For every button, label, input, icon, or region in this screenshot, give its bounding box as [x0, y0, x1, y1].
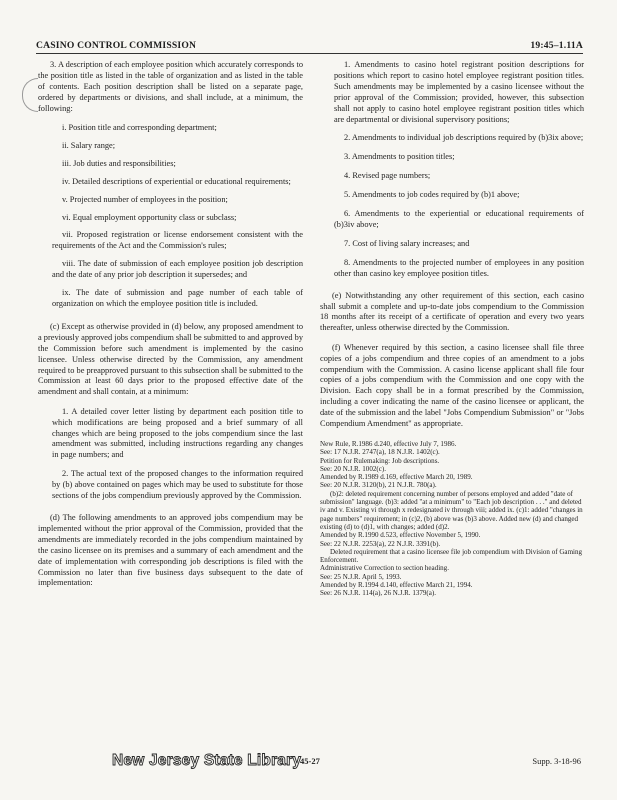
history-line: Amended by R.1989 d.169, effective March 20, 1989. [320, 473, 473, 482]
paragraph-c1: 1. A detailed cover letter listing by department each position title to which modifications are being proposed and a brief summary of all changes which are being proposed to the jobs compendium since the last amendment was submitted, including instructions regarding any changes in page numbers; and [52, 406, 303, 460]
list-item: iv. Detailed descriptions of experiential or educational requirements; [62, 176, 291, 186]
history-line: Amended by R.1990 d.523, effective November 5, 1990. [320, 531, 481, 540]
list-item: 4. Revised page numbers; [344, 171, 431, 181]
history-notes [320, 440, 584, 598]
history-line: See: 25 N.J.R. April 5, 1993. [320, 572, 402, 581]
list-item: 7. Cost of living salary increases; and [344, 238, 470, 248]
list-item: 6. Amendments to the experiential or educational requirements of (b)3iv above; [334, 209, 584, 229]
history-line: See: 17 N.J.R. 2747(a), 18 N.J.R. 1402(c). [320, 448, 440, 457]
list-item: 8. Amendments to the projected number of employees in any position other than casino key employee position titles. [334, 257, 584, 278]
list-item: ix. The date of submission and page number of each table of organization on which the employee position title is included. [52, 288, 303, 308]
list-item: i. Position title and corresponding department; [62, 123, 217, 133]
supplement-date: Supp. 3-18-96 [532, 756, 581, 766]
paragraph-c2: 2. The actual text of the proposed changes to the information required by (b) above contained on pages which may be used to substitute for those sections of the jobs compendium previously approved by the Commission. [52, 469, 303, 501]
binder-mark [22, 78, 38, 112]
list-item: viii. The date of submission of each employee position job description and the date of any prior job description it supersedes; and [52, 259, 303, 280]
history-line: Administrative Correction to section heading. [320, 564, 449, 573]
running-header [36, 40, 583, 54]
history-line: Amended by R.1994 d.140, effective March 21, 1994. [320, 581, 473, 590]
list-item: 5. Amendments to job codes required by (b)1 above; [344, 190, 520, 200]
history-line: New Rule, R.1986 d.240, effective July 7, 1986. [320, 439, 457, 448]
paragraph-b3: 3. A description of each employee position which accurately corresponds to the position title as listed in the table of organization and as listed in the table of contents. Each position description shall be listed on a separate page, ordered by departments or divisions, and shall include, at a minimum, the following: [38, 60, 303, 113]
list-item: ii. Salary range; [62, 140, 116, 150]
right-column [320, 60, 584, 598]
list-item: 2. Amendments to individual job descriptions required by (b)3ix above; [344, 133, 584, 143]
left-column [38, 60, 303, 598]
history-line: Deleted requirement that a casino licensee file job compendium with Division of Gaming Enforcement. [320, 547, 583, 565]
page-footer [0, 752, 617, 776]
history-line: See: 20 N.J.R. 1002(c). [320, 464, 386, 473]
history-line: (b)2: deleted requirement concerning number of persons employed and added "date of submission" language. (b)3: added "at a minimum" to "Each job description . . ." and deleted iv and v. Existing vi through x redesignated iv through viii; added ix. (c)1: added "changes in page numbers" requirement; in (c)2, (b) above was (b)3 above. Added new (d) and changed existing (d) to (d)1, with changes; added (d)2. [320, 489, 583, 531]
library-stamp: New Jersey State Library [112, 752, 302, 769]
page-number: 45-27 [300, 756, 320, 766]
list-item: 3. Amendments to position titles; [344, 152, 455, 162]
history-line: See: 22 N.J.R. 2253(a), 22 N.J.R. 3391(b). [320, 539, 441, 548]
history-line: Petition for Rulemaking: Job descriptions. [320, 456, 440, 465]
paragraph-e: (e) Notwithstanding any other requirement of this section, each casino shall submit a complete and up-to-date jobs compendium to the Commission 18 months after its receipt of a certificate of operation and every two years thereafter, unless otherwise directed by the Commission. [320, 290, 584, 333]
history-line: See: 20 N.J.R. 3120(b), 21 N.J.R. 780(a). [320, 481, 437, 490]
list-item: vi. Equal employment opportunity class or subclass; [62, 212, 237, 222]
list-item: 1. Amendments to casino hotel registrant position descriptions for positions which report to casino hotel employee registrant position titles. Such amendments may be implemented by a casino licensee without the prior approval of the Commission; provided, however, this subsection shall not apply to casino hotel employee registrant position titles which are departmental or divisional supervisory positions; [334, 60, 584, 124]
history-line: See: 26 N.J.R. 114(a), 26 N.J.R. 1379(a). [320, 589, 436, 598]
paragraph-c: (c) Except as otherwise provided in (d) below, any proposed amendment to a previously approved jobs compendium shall be submitted to and approved by the Commission before such amendment is implemented by the casino licensee. Unless otherwise directed by the Commission, any amendment required to be preapproved pursuant to this subsection shall be submitted to the Commission at least 60 days prior to the proposed effective date of the amendment and shall contain, at a minimum: [38, 321, 303, 397]
list-item: v. Projected number of employees in the position; [62, 194, 228, 204]
header-section: 19:45–1.11A [530, 40, 583, 51]
list-item: vii. Proposed registration or license endorsement consistent with the requirements of the Act and the Commission's rules; [52, 230, 303, 251]
paragraph-f: (f) Whenever required by this section, a casino licensee shall file three copies of a jobs compendium and three copies of an amendment to a jobs compendium with the Commission. A casino license applicant shall file four copies of a jobs compendium with the Commission and one copy with the Division. Each copy shall be in a format prescribed by the Commission, including a cover indicating the name of the casino licensee or applicant, the date of the submission and the label "Jobs Compendium Submission" or "Jobs Compendium Amendment" as appropriate. [320, 342, 584, 429]
list-item: iii. Job duties and responsibilities; [62, 158, 176, 168]
paragraph-d: (d) The following amendments to an approved jobs compendium may be implemented without the prior approval of the Commission, provided that the amendments are immediately recorded in the jobs compendium maintained by the casino licensee on its premises and a summary of each amendment and the date of implementation with corresponding job descriptions is filed with the Commission no later than five business days subsequent to the date of implementation: [38, 513, 303, 588]
header-title: CASINO CONTROL COMMISSION [36, 40, 197, 51]
